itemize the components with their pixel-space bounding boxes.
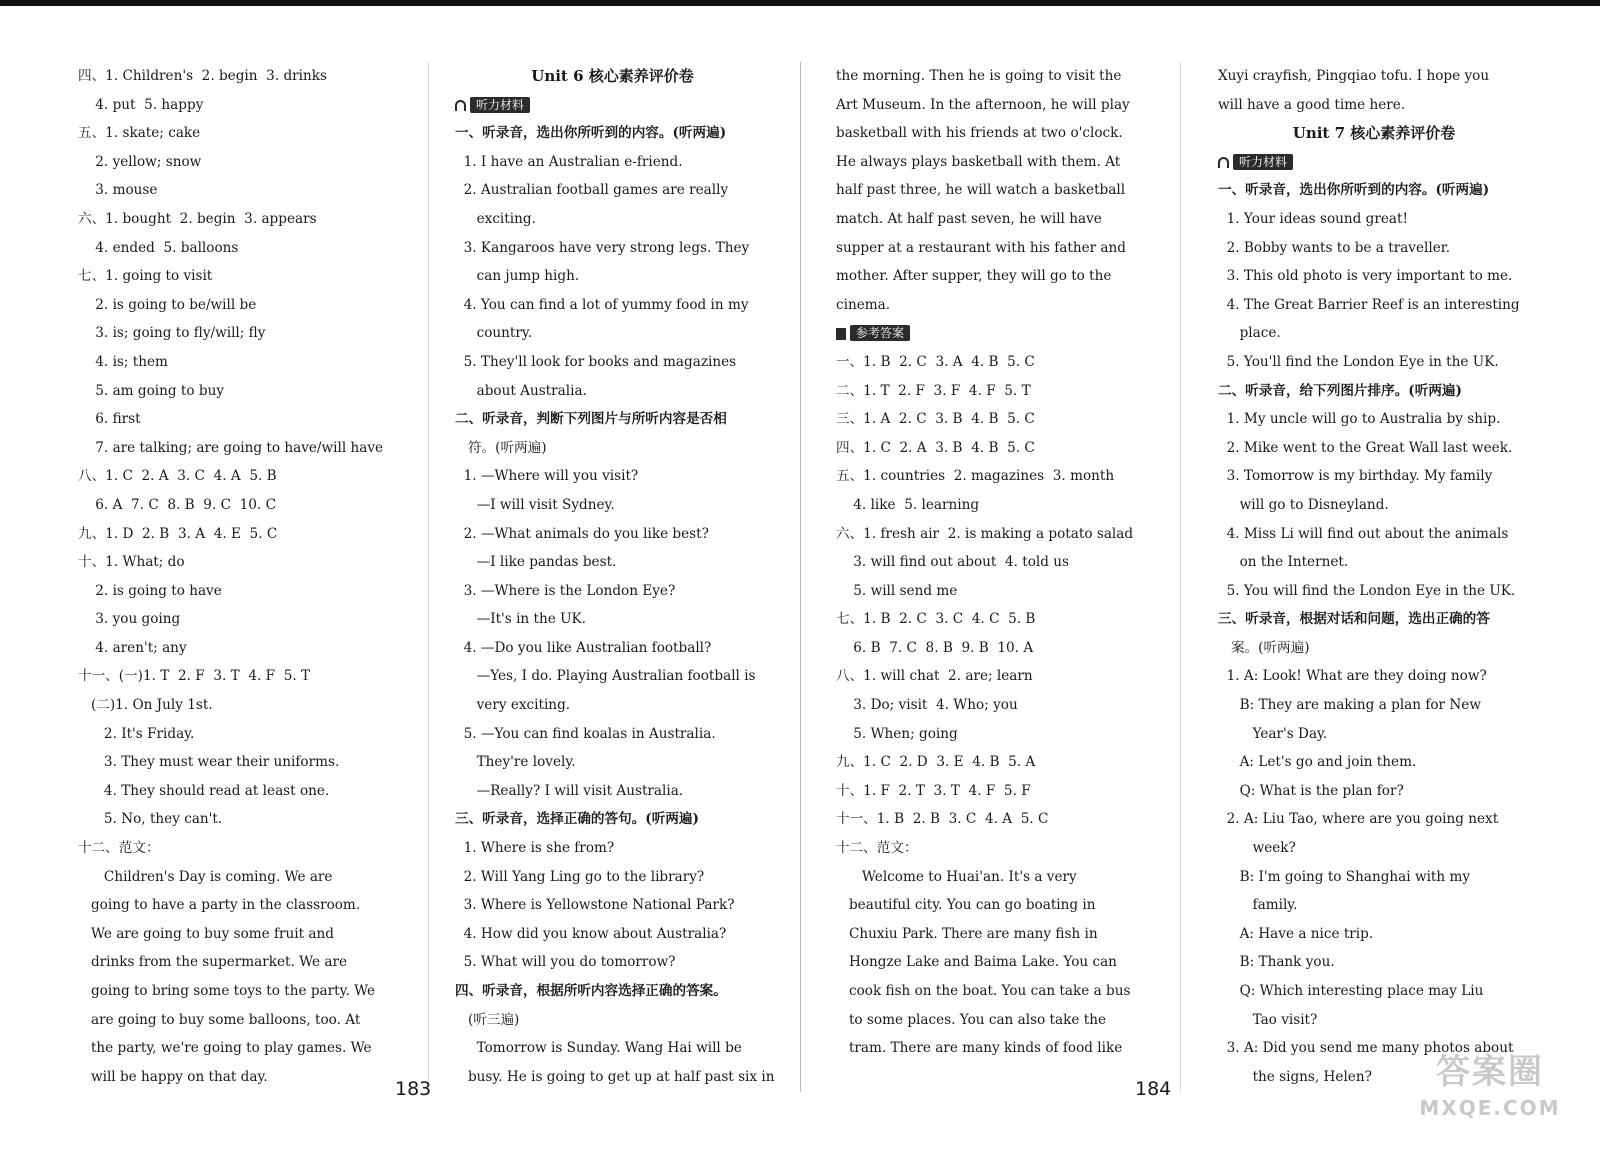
text-line: 2. —What animals do you like best?: [455, 525, 709, 542]
text-line: 1. My uncle will go to Australia by ship.: [1218, 411, 1501, 428]
text-line: Q: What is the plan for?: [1218, 782, 1404, 799]
text-line: 3. Where is Yellowstone National Park?: [455, 897, 735, 914]
text-line: exciting.: [455, 210, 536, 227]
unit-title: Unit 7 核心素养评价卷: [1292, 124, 1456, 143]
text-line: 六、1. fresh air 2. is making a potato salad: [836, 525, 1134, 542]
text-line: 五、1. countries 2. magazines 3. month: [836, 468, 1115, 485]
text-line: 三、1. A 2. C 3. B 4. B 5. C: [836, 411, 1035, 428]
text-line: 2. is going to be/will be: [78, 296, 257, 313]
text-line: basketball with his friends at two o'clock.: [836, 125, 1123, 142]
text-line: 2. yellow; snow: [78, 153, 202, 170]
page-number: 184: [1135, 1078, 1172, 1100]
text-line: 1. Where is she from?: [455, 840, 615, 857]
page-gutter: [800, 62, 801, 1092]
text-line: 五、1. skate; cake: [78, 125, 201, 142]
text-line: 5. No, they can't.: [78, 811, 223, 828]
text-line: 3. —Where is the London Eye?: [455, 582, 676, 599]
text-line: the morning. Then he is going to visit the: [836, 68, 1122, 84]
text-line: 八、1. C 2. A 3. C 4. A 5. B: [78, 468, 277, 485]
text-line: 4. like 5. learning: [836, 496, 980, 513]
text-line: 4. The Great Barrier Reef is an interesting: [1218, 296, 1520, 313]
text-line: (听三遍): [455, 1011, 520, 1028]
text-line: 3. Kangaroos have very strong legs. They: [455, 239, 750, 256]
text-line: 1. I have an Australian e-friend.: [455, 153, 683, 170]
text-line: the party, we're going to play games. We: [78, 1040, 372, 1057]
text-line: half past three, he will watch a basketball: [836, 182, 1126, 199]
text-line: 3. A: Did you send me many photos about: [1218, 1040, 1514, 1057]
text-line: 七、1. B 2. C 3. C 4. C 5. B: [836, 611, 1036, 628]
text-line: 4. —Do you like Australian football?: [455, 639, 712, 656]
text-line: 6. first: [78, 411, 141, 428]
text-line: 5. What will you do tomorrow?: [455, 954, 676, 971]
unit-title: Unit 6 核心素养评价卷: [531, 67, 694, 85]
text-line: 2. A: Liu Tao, where are you going next: [1218, 811, 1499, 828]
text-line: —I will visit Sydney.: [455, 496, 615, 513]
text-line: match. At half past seven, he will have: [836, 210, 1102, 227]
text-line: 2. Australian football games are really: [455, 182, 729, 199]
text-line: 九、1. C 2. D 3. E 4. B 5. A: [836, 754, 1036, 771]
watermark-logo: [1400, 1048, 1580, 1144]
text-line: 三、听录音，根据对话和问题，选出正确的答: [1218, 611, 1490, 628]
content-column-3: [836, 62, 1151, 1063]
section-tag: 参考答案: [850, 325, 910, 341]
text-line: 1. Your ideas sound great!: [1218, 210, 1408, 227]
column-divider: [1180, 62, 1181, 1092]
text-line: will go to Disneyland.: [1218, 496, 1389, 513]
text-line: 案。(听两遍): [1218, 639, 1310, 656]
text-line: 3. is; going to fly/will; fly: [78, 325, 266, 342]
text-line: A: Have a nice trip.: [1218, 925, 1374, 942]
text-line: Hongze Lake and Baima Lake. You can: [836, 954, 1117, 971]
text-line: supper at a restaurant with his father and: [836, 239, 1126, 256]
text-line: 5. You'll find the London Eye in the UK.: [1218, 353, 1499, 370]
text-line: 三、听录音，选择正确的答句。(听两遍): [455, 811, 699, 828]
text-line: 3. This old photo is very important to me.: [1218, 268, 1513, 285]
text-line: Year's Day.: [1218, 725, 1328, 742]
text-line: Art Museum. In the afternoon, he will play: [836, 96, 1130, 113]
text-line: 四、1. C 2. A 3. B 4. B 5. C: [836, 439, 1035, 456]
text-line: 十一、1. B 2. B 3. C 4. A 5. C: [836, 811, 1049, 828]
text-line: 1. —Where will you visit?: [455, 468, 639, 485]
text-line: Children's Day is coming. We are: [78, 868, 333, 885]
text-line: tram. There are many kinds of food like: [836, 1040, 1123, 1057]
text-line: can jump high.: [455, 268, 580, 285]
listening-column-2: [455, 62, 775, 1091]
section-tag: 听力材料: [470, 97, 530, 113]
text-line: 3. Do; visit 4. Who; you: [836, 697, 1018, 714]
text-line: are going to buy some balloons, too. At: [78, 1011, 361, 1028]
text-line: 一、听录音，选出你所听到的内容。(听两遍): [1218, 182, 1490, 199]
text-line: will be happy on that day.: [78, 1068, 268, 1085]
text-line: He always plays basketball with them. At: [836, 153, 1121, 170]
text-line: 七、1. going to visit: [78, 268, 213, 285]
text-line: 十、1. F 2. T 3. T 4. F 5. F: [836, 782, 1031, 799]
text-line: —Really? I will visit Australia.: [455, 782, 684, 799]
text-line: Xuyi crayfish, Pingqiao tofu. I hope you: [1218, 68, 1490, 84]
text-line: 八、1. will chat 2. are; learn: [836, 668, 1033, 685]
column-divider: [428, 62, 429, 1092]
text-line: 4. put 5. happy: [78, 96, 204, 113]
text-line: 5. will send me: [836, 582, 958, 599]
text-line: 5. When; going: [836, 725, 958, 742]
text-line: 6. A 7. C 8. B 9. C 10. C: [78, 496, 276, 513]
headphones-icon: [455, 100, 466, 111]
text-line: B: I'm going to Shanghai with my: [1218, 868, 1471, 885]
text-line: 7. are talking; are going to have/will have: [78, 439, 384, 456]
text-line: 二、听录音，判断下列图片与所听内容是否相: [455, 411, 727, 428]
answer-key-icon: [836, 328, 846, 340]
section-tag: 听力材料: [1233, 154, 1293, 170]
text-line: 十、1. What; do: [78, 554, 185, 571]
text-line: 3. you going: [78, 611, 181, 628]
text-line: 5. They'll look for books and magazines: [455, 353, 737, 370]
text-line: —It's in the UK.: [455, 611, 587, 628]
text-line: 3. mouse: [78, 182, 158, 199]
text-line: 5. You will find the London Eye in the UK.: [1218, 582, 1516, 599]
text-line: —I like pandas best.: [455, 554, 617, 571]
text-line: Tomorrow is Sunday. Wang Hai will be: [455, 1040, 742, 1057]
text-line: beautiful city. You can go boating in: [836, 897, 1096, 914]
text-line: week?: [1218, 840, 1296, 857]
text-line: —Yes, I do. Playing Australian football is: [455, 668, 756, 685]
text-line: 4. Miss Li will find out about the animals: [1218, 525, 1509, 542]
text-line: 二、1. T 2. F 3. F 4. F 5. T: [836, 382, 1031, 399]
text-line: very exciting.: [455, 697, 571, 714]
answer-column-1: [78, 62, 408, 1091]
text-line: cinema.: [836, 296, 891, 313]
watermark-text: 答案圈: [1436, 1052, 1544, 1092]
text-line: 十二、范文：: [78, 840, 160, 857]
text-line: Q: Which interesting place may Liu: [1218, 983, 1484, 999]
text-line: 四、1. Children's 2. begin 3. drinks: [78, 68, 327, 84]
text-line: going to bring some toys to the party. We: [78, 983, 376, 999]
text-line: 4. You can find a lot of yummy food in my: [455, 296, 749, 313]
text-line: 九、1. D 2. B 3. A 4. E 5. C: [78, 525, 278, 542]
text-line: 六、1. bought 2. begin 3. appears: [78, 210, 317, 227]
watermark-url: MXQE.COM: [1419, 1096, 1561, 1120]
text-line: 2. Bobby wants to be a traveller.: [1218, 239, 1451, 256]
text-line: We are going to buy some fruit and: [78, 925, 334, 942]
text-line: 5. am going to buy: [78, 382, 225, 399]
text-line: Chuxiu Park. There are many fish in: [836, 925, 1098, 942]
page-number: 183: [395, 1078, 432, 1100]
text-line: 符。(听两遍): [455, 439, 547, 456]
text-line: Welcome to Huai'an. It's a very: [836, 868, 1077, 885]
text-line: 3. They must wear their uniforms.: [78, 754, 340, 771]
text-line: country.: [455, 325, 533, 342]
text-line: 4. They should read at least one.: [78, 782, 330, 799]
text-line: cook fish on the boat. You can take a bus: [836, 983, 1131, 999]
text-line: 十二、范文：: [836, 840, 918, 857]
text-line: 4. ended 5. balloons: [78, 239, 239, 256]
text-line: busy. He is going to get up at half past six in: [455, 1068, 775, 1085]
listening-column-4: [1218, 62, 1530, 1091]
text-line: family.: [1218, 897, 1298, 914]
text-line: place.: [1218, 325, 1281, 342]
text-line: Tao visit?: [1218, 1011, 1318, 1028]
text-line: on the Internet.: [1218, 554, 1349, 571]
text-line: 2. is going to have: [78, 582, 222, 599]
text-line: 6. B 7. C 8. B 9. B 10. A: [836, 639, 1034, 656]
text-line: the signs, Helen?: [1218, 1068, 1372, 1085]
text-line: 4. How did you know about Australia?: [455, 925, 727, 942]
text-line: A: Let's go and join them.: [1218, 754, 1417, 771]
text-line: 2. Mike went to the Great Wall last week.: [1218, 439, 1513, 456]
text-line: mother. After supper, they will go to the: [836, 268, 1112, 285]
text-line: B: Thank you.: [1218, 954, 1335, 971]
text-line: 十一、(一)1. T 2. F 3. T 4. F 5. T: [78, 668, 311, 685]
headphones-icon: [1218, 157, 1229, 168]
text-line: will have a good time here.: [1218, 96, 1406, 113]
text-line: 2. It's Friday.: [78, 725, 195, 742]
text-line: about Australia.: [455, 382, 587, 399]
text-line: 3. will find out about 4. told us: [836, 554, 1070, 571]
text-line: 二、听录音，给下列图片排序。(听两遍): [1218, 382, 1462, 399]
text-line: B: They are making a plan for New: [1218, 697, 1481, 714]
text-line: 3. Tomorrow is my birthday. My family: [1218, 468, 1493, 485]
text-line: 四、听录音，根据所听内容选择正确的答案。: [455, 983, 727, 999]
text-line: 5. —You can find koalas in Australia.: [455, 725, 716, 742]
text-line: 4. is; them: [78, 353, 168, 370]
text-line: 一、1. B 2. C 3. A 4. B 5. C: [836, 353, 1035, 370]
top-border: [0, 0, 1600, 6]
text-line: to some places. You can also take the: [836, 1011, 1106, 1028]
text-line: (二)1. On July 1st.: [78, 697, 213, 714]
text-line: They're lovely.: [455, 754, 576, 771]
text-line: going to have a party in the classroom.: [78, 897, 361, 914]
text-line: 1. A: Look! What are they doing now?: [1218, 668, 1487, 685]
text-line: 2. Will Yang Ling go to the library?: [455, 868, 705, 885]
text-line: 一、听录音，选出你所听到的内容。(听两遍): [455, 125, 727, 142]
text-line: drinks from the supermarket. We are: [78, 954, 348, 971]
text-line: 4. aren't; any: [78, 639, 187, 656]
